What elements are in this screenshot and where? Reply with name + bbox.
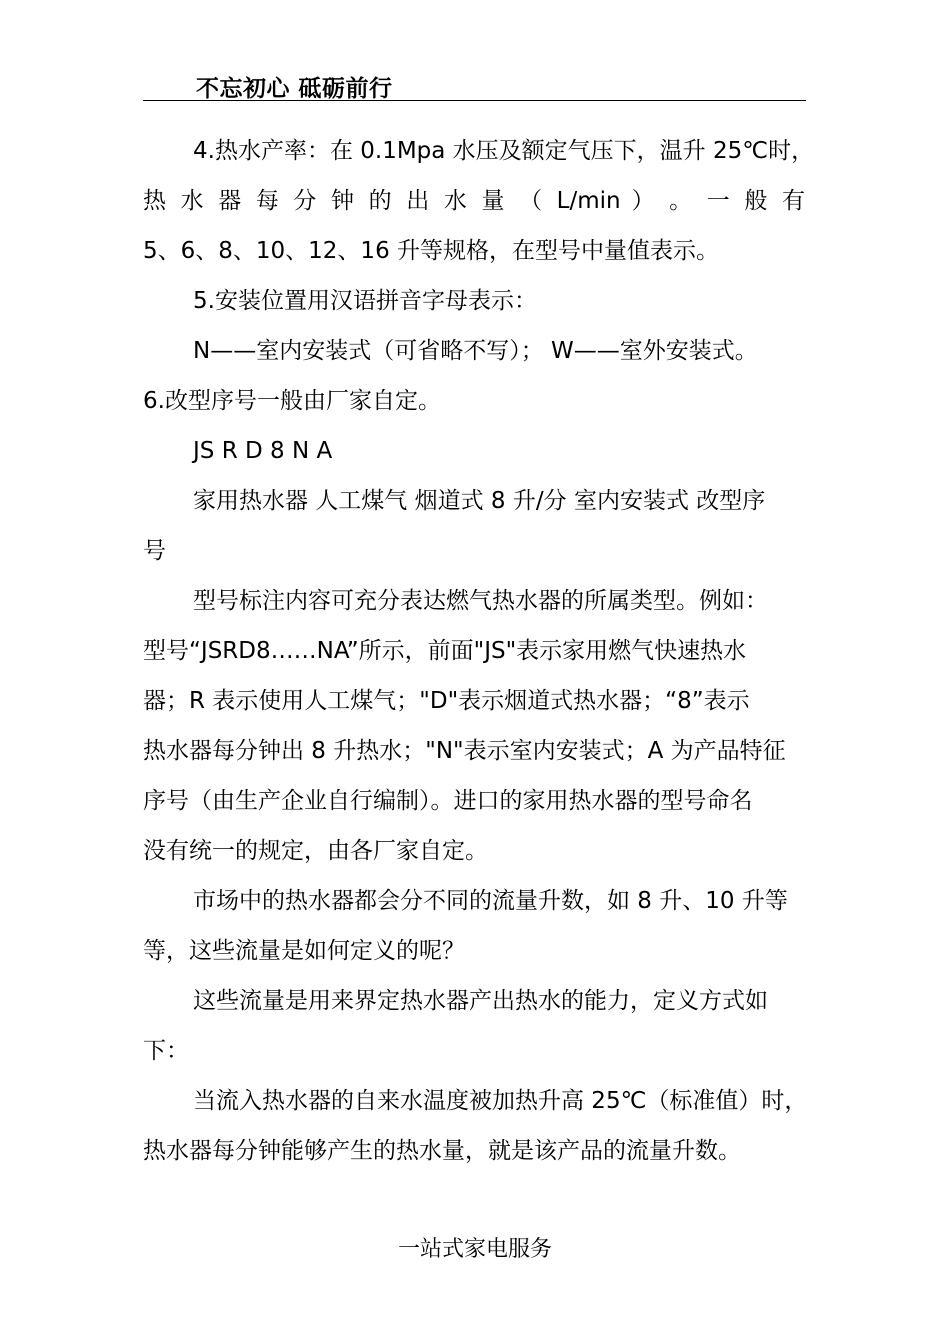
text-line: 热水器每分钟出 8 升热水；"N"表示室内安装式；A 为产品特征	[143, 738, 786, 764]
text-line: JS R D 8 N A	[193, 438, 333, 464]
text-line: 热水器每分钟能够产生的热水量，就是该产品的流量升数。	[143, 1138, 741, 1164]
page-footer-text: 一站式家电服务	[397, 1237, 552, 1262]
text-line: 型号标注内容可充分表达燃气热水器的所属类型。例如：	[193, 588, 768, 614]
text-line: 家用热水器 人工煤气 烟道式 8 升/分 室内安装式 改型序	[193, 488, 766, 514]
text-line: 等，这些流量是如何定义的呢？	[143, 938, 465, 964]
page-header-title: 不忘初心 砥砺前行	[196, 76, 393, 102]
text-line: 没有统一的规定，由各厂家自定。	[143, 838, 488, 864]
text-line: 5、6、8、10、12、16 升等规格，在型号中量值表示。	[143, 238, 720, 264]
text-line: 号	[143, 538, 166, 564]
text-line: 序号（由生产企业自行编制）。进口的家用热水器的型号命名	[143, 788, 753, 814]
text-line: 热 水 器 每 分 钟 的 出 水 量 （ L/min ） 。 一 般 有	[143, 188, 805, 214]
text-line: 下：	[143, 1038, 189, 1064]
text-line: 5.安装位置用汉语拼音字母表示：	[193, 288, 537, 314]
text-line: 当流入热水器的自来水温度被加热升高 25℃（标准值）时，	[193, 1088, 808, 1114]
header-divider	[143, 100, 806, 101]
text-line: 市场中的热水器都会分不同的流量升数，如 8 升、10 升等	[193, 888, 788, 914]
text-line: 这些流量是用来界定热水器产出热水的能力，定义方式如	[193, 988, 768, 1014]
text-line: 6.改型序号一般由厂家自定。	[143, 388, 441, 414]
text-line: N——室内安装式（可省略不写）； W——室外安装式。	[193, 338, 758, 364]
text-line: 器；R 表示使用人工煤气；"D"表示烟道式热水器；“8”表示	[143, 688, 750, 714]
text-line: 4.热水产率：在 0.1Mpa 水压及额定气压下，温升 25℃时，	[193, 138, 815, 164]
text-line: 型号“JSRD8……NA”所示，前面"JS"表示家用燃气快速热水	[143, 638, 747, 664]
